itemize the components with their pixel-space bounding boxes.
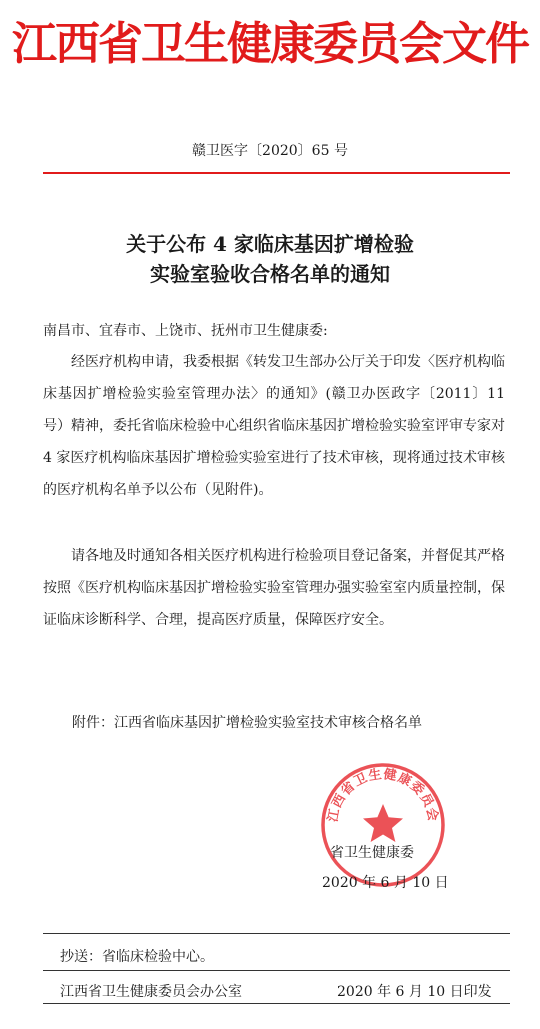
body-paragraph: 经医疗机构申请，我委根据《转发卫生部办公厅关于印发〈医疗机构临床基因扩增检验实验室管理办法〉的通知》(赣卫办医政字〔2011〕11 号）精神，委托省临床检验中心组织省临床基因扩增检验实验室评审专家对 4 家医疗机构临床基因扩增检验实验室进行了技术审核，现将通过技术审核的医疗机构名单予以公布（见附件)。 [43, 354, 505, 498]
signer: 省卫生健康委 [330, 845, 414, 861]
title-line-2: 实验室验收合格名单的通知 [150, 262, 390, 286]
red-divider [43, 172, 510, 174]
title-line-1: 关于公布 4 家临床基因扩增检验 [126, 232, 414, 256]
footer-divider-top [43, 933, 510, 934]
salutation: 南昌市、宜春市、上饶市、抚州市卫生健康委: [43, 323, 328, 339]
body-paragraph: 请各地及时通知各相关医疗机构进行检验项目登记备案，并督促其严格按照《医疗机构临床基因扩增检验实验室管理办强实验室室内质量控制，保证临床诊断科学、合理，提高医疗质量，保障医疗安全。 [43, 548, 505, 628]
cc-line: 抄送：省临床检验中心。 [60, 949, 214, 965]
official-seal [318, 760, 448, 890]
issuer-header: 江西省卫生健康委员会文件 [11, 17, 528, 70]
document-number: 赣卫医字〔2020〕65 号 [192, 143, 348, 159]
footer-divider-middle [43, 970, 510, 971]
footer-divider-bottom [43, 1003, 510, 1004]
print-date: 2020 年 6 月 10 日印发 [337, 984, 492, 1000]
attachment-note: 附件：江西省临床基因扩增检验实验室技术审核合格名单 [72, 715, 422, 731]
seal-text: 江西省卫生健康委员会 [325, 767, 441, 824]
signature-date: 2020 年 6 月 10 日 [322, 875, 449, 891]
issuing-office: 江西省卫生健康委员会办公室 [60, 984, 242, 1000]
